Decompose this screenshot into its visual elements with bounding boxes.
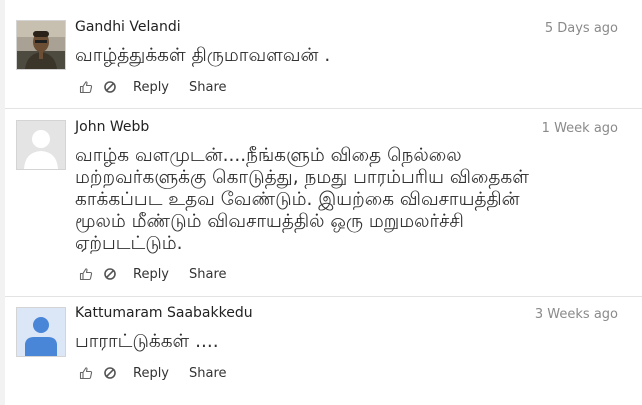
comment-divider	[5, 108, 642, 109]
comment-actions	[79, 78, 227, 96]
reply-button[interactable]: Reply	[133, 365, 170, 381]
like-icon[interactable]	[79, 366, 93, 380]
like-icon[interactable]	[79, 267, 93, 281]
share-button[interactable]: Share	[189, 266, 227, 282]
default-user-icon	[17, 308, 65, 356]
comment-author[interactable]: John Webb	[75, 119, 150, 135]
comment-text: வாழ்த்துக்கள் திருமாவளவன் .	[75, 45, 331, 66]
like-icon[interactable]	[79, 80, 93, 94]
comment-actions	[79, 265, 227, 283]
comment-text: பாராட்டுக்கள் ....	[75, 331, 219, 352]
comment-author[interactable]: Gandhi Velandi	[75, 19, 181, 35]
reply-button[interactable]: Reply	[133, 266, 170, 282]
comment-divider	[5, 296, 642, 297]
user-photo-icon	[17, 21, 65, 69]
reply-button[interactable]: Reply	[133, 79, 170, 95]
left-rail	[0, 0, 5, 405]
block-icon[interactable]	[103, 80, 117, 94]
avatar[interactable]	[16, 307, 66, 357]
block-icon[interactable]	[103, 366, 117, 380]
comment-date: 5 Days ago	[544, 21, 618, 36]
share-button[interactable]: Share	[189, 365, 227, 381]
comment-author[interactable]: Kattumaram Saabakkedu	[75, 305, 253, 321]
block-icon[interactable]	[103, 267, 117, 281]
comment-date: 1 Week ago	[541, 121, 618, 136]
avatar[interactable]	[16, 20, 66, 70]
comment-text: வாழ்க வளமுடன்....நீங்களும் விதை நெல்லை மற்றவர்களுக்கு கொடுத்து, நமது பாரம்பரிய விதைகள் காக்கப்பட உதவ வேண்டும். இயற்கை விவசாயத்தின் மூலம் மீண்டும் விவசாயத்தில் ஒரு மறுமலர்ச்சி ஏற்படட்டும்.	[75, 145, 529, 254]
avatar[interactable]	[16, 120, 66, 170]
comment-date: 3 Weeks ago	[534, 307, 618, 322]
share-button[interactable]: Share	[189, 79, 227, 95]
default-user-icon	[17, 121, 65, 169]
comment-actions	[79, 364, 227, 382]
